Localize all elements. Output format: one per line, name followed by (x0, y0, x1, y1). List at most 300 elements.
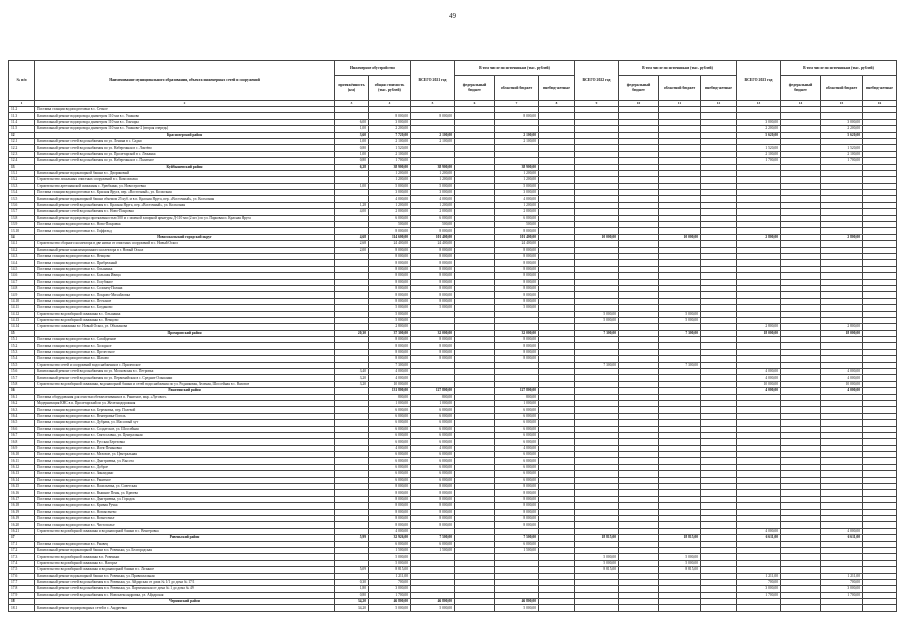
row-name: Поставка станции водоподготовки в с. Большая Ивица (35, 273, 335, 279)
col-group-sources-2022: В том числе по источникам (тыс. рублей) (619, 61, 737, 76)
row-name: Поставка станции водоподготовки в с. Русская Березовка (35, 439, 335, 445)
reg-2021: 6 000,00 (495, 420, 539, 426)
reg-2021: 6 000,00 (495, 407, 539, 413)
total-2022: 18 815,00 (575, 535, 619, 541)
total-2021: 6 000,00 (411, 464, 455, 470)
row-code: 16.17 (9, 496, 35, 502)
row-length: 20,30 (335, 330, 369, 336)
row-name: Капитальный ремонт водопроводных сетей в с. Андреевка (35, 605, 335, 611)
row-name: Капитальный ремонт сетей водоснабжения по ул. Пролетарской в с. Лежанка (35, 151, 335, 157)
row-cost: 2 100,00 (369, 151, 411, 157)
total-2022: 5 000,00 (575, 317, 619, 323)
row-name: Строительство водозаборной скважины и водонапорной башни в с. Лознное (35, 567, 335, 573)
row-name: Капитальный ремонт сетей водоснабжения по ул. Первомайская в с. Средние Ольшанки (35, 375, 335, 381)
reg-2023: 2 800,00 (821, 234, 863, 240)
row-name: Капитальный ремонт сетей водоснабжения по ул. Набережная в с. Палатное (35, 158, 335, 164)
total-2023: 700,00 (737, 579, 781, 585)
fed-2022 (619, 605, 659, 611)
total-2021: 8 000,00 (411, 292, 455, 298)
total-2021: 8 000,00 (411, 503, 455, 509)
total-2021: 6 000,00 (411, 541, 455, 547)
fed-2021 (455, 605, 495, 611)
reg-2021: 6 000,00 (495, 471, 539, 477)
row-cost: 8 000,00 (369, 522, 411, 528)
total-2021: 8 000,00 (411, 337, 455, 343)
row-cost: 5 000,00 (369, 317, 411, 323)
row-code: 14.4 (9, 260, 35, 266)
reg-2023: 2 200,00 (821, 126, 863, 132)
total-2021: 8 000,00 (411, 285, 455, 291)
row-name: Поставка станции водоподготовки в с. Голубиное (35, 279, 335, 285)
total-2021: 6 000,00 (411, 420, 455, 426)
total-2022 (575, 605, 619, 611)
row-cost: 8 000,00 (369, 247, 411, 253)
total-2021: 8 000,00 (411, 522, 455, 528)
total-2023: 10 000,00 (737, 381, 781, 387)
reg-2023: 5 620,00 (821, 132, 863, 138)
reg-2022: 8 815,00 (659, 567, 701, 573)
row-name: Поставка станции водоподготовки в с. Шахово (35, 356, 335, 362)
row-cost: 8 000,00 (369, 253, 411, 259)
row-cost: 24 400,00 (369, 241, 411, 247)
reg-2022: 5 000,00 (659, 554, 701, 560)
row-length: 0,80 (335, 145, 369, 151)
row-name: Капитальный ремонт сетей водоснабжения в с. Новоалександровка, ул. Айдарская (35, 592, 335, 598)
reg-2021: 5 000,00 (495, 183, 539, 189)
reg-2021: 4 000,00 (495, 445, 539, 451)
row-name: Поставка станции водоподготовки в с. Зинаидино (35, 471, 335, 477)
reg-2023: 6 611,00 (821, 535, 863, 541)
page-number: 49 (449, 12, 456, 20)
total-2021: 6 000,00 (411, 413, 455, 419)
total-2023: 18 000,00 (737, 330, 781, 336)
row-code: 15.1 (9, 337, 35, 343)
reg-2021: 2 000,00 (495, 209, 539, 215)
column-number: 5 (411, 101, 455, 107)
row-name: Поставка станции водоподготовки в с. Дмитриевка, ул. Высота (35, 458, 335, 464)
total-2021: 5 000,00 (411, 605, 455, 611)
column-number: 16 (863, 101, 897, 107)
row-cost: 1 500,00 (369, 547, 411, 553)
row-code: 12.1 (9, 138, 35, 144)
row-length: 4,68 (335, 234, 369, 240)
row-code: 16.13 (9, 471, 35, 477)
reg-2021: 6 000,00 (495, 439, 539, 445)
total-2021: 2 100,00 (411, 132, 455, 138)
row-cost: 10 000,00 (369, 381, 411, 387)
total-2021: 8 000,00 (411, 279, 455, 285)
row-cost: 37 300,00 (369, 330, 411, 336)
row-length: 34,20 (335, 605, 369, 611)
row-code: 11.4 (9, 119, 35, 125)
total-2023 (737, 605, 781, 611)
total-2021: 6 000,00 (411, 407, 455, 413)
col-header-fed-2021: федеральный бюджет (455, 76, 495, 101)
row-code: 14.3 (9, 253, 35, 259)
row-cost: 6 000,00 (369, 541, 411, 547)
reg-2021: 8 000,00 (495, 273, 539, 279)
row-name: Поставка станции водоподготовки в с. Венгеровка-Гоголь (35, 413, 335, 419)
column-number: 9 (575, 101, 619, 107)
row-name: Поставка станции водоподготовки в с. Прелестное (35, 349, 335, 355)
reg-2021: 6 000,00 (495, 215, 539, 221)
total-2021: 5 000,00 (411, 183, 455, 189)
row-code: 16.1 (9, 394, 35, 400)
total-2023: 1 700,00 (737, 592, 781, 598)
row-cost: 8 000,00 (369, 292, 411, 298)
total-2022: 8 815,00 (575, 567, 619, 573)
row-cost: 2 100,00 (369, 138, 411, 144)
row-cost: 6 000,00 (369, 464, 411, 470)
row-cost: 500,00 (369, 222, 411, 228)
row-name: Поставка станции водоподготовки в с. Доброе (35, 464, 335, 470)
reg-2021: 127 800,00 (495, 388, 539, 394)
total-2021: 1 000,00 (411, 400, 455, 406)
row-code: 18 (9, 599, 35, 605)
row-code: 13.10 (9, 228, 35, 234)
reg-2021: 8 000,00 (495, 343, 539, 349)
row-cost: 800,00 (369, 394, 411, 400)
reg-2021: 5 000,00 (495, 305, 539, 311)
total-2022: 10 000,00 (575, 234, 619, 240)
total-2023: 3 000,00 (737, 586, 781, 592)
total-2021: 1 200,00 (411, 170, 455, 176)
row-cost: 6 000,00 (369, 407, 411, 413)
row-name: Строительство сетей и сооружений водоснабжения в с. Прилепское (35, 362, 335, 368)
reg-2022: 7 300,00 (659, 330, 701, 336)
row-name: Ровеньский район (35, 535, 335, 541)
row-code: 14.9 (9, 292, 35, 298)
row-name: Строительство сборного коллектора в две нитки от очистных сооружений в с. Новый Оскол (35, 241, 335, 247)
column-number: 10 (619, 101, 659, 107)
total-2021: 8 000,00 (411, 509, 455, 515)
column-number: 7 (495, 101, 539, 107)
row-code: 14.5 (9, 266, 35, 272)
total-2021: 8 000,00 (411, 266, 455, 272)
total-2023: 4 000,00 (737, 388, 781, 394)
row-cost: 6 000,00 (369, 420, 411, 426)
row-length: 2,00 (335, 247, 369, 253)
row-name: Ракитянский район (35, 388, 335, 394)
total-2023: 4 000,00 (737, 528, 781, 534)
total-2023: 1 520,00 (737, 145, 781, 151)
row-length: 6,28 (335, 164, 369, 170)
reg-2021: 6 000,00 (495, 413, 539, 419)
reg-2023: 4 000,00 (821, 528, 863, 534)
reg-2021: 800,00 (495, 394, 539, 400)
row-code: 17.1 (9, 541, 35, 547)
reg-2021: 1 200,00 (495, 170, 539, 176)
total-2021: 4 000,00 (411, 445, 455, 451)
row-cost: 8 000,00 (369, 509, 411, 515)
row-name: Капитальный ремонт водонапорной башни в п. Ровеньки, ул. Белгородская (35, 547, 335, 553)
row-code: 16.16 (9, 490, 35, 496)
row-name: Капитальный ремонт водопровода протяженностью 500 м с заменой запорной арматуры Д-110 мм (2 шт.) по ул. Парковая п. Красная Яруга (35, 215, 335, 221)
row-name: Капитальный ремонт водонапорной башни объемом 25 куб. м в п. Красная Яруга, пер. «Восточный», ул. Колхозная (35, 196, 335, 202)
reg-2021: 6 000,00 (495, 464, 539, 470)
row-name: Капитальный ремонт сетей водоснабжения по ул. Набережная в с. Локтёво (35, 145, 335, 151)
row-name: Поставка станции водоподготовки в с. Святославка, ул. Центральная (35, 432, 335, 438)
col-header-reg-2022: областной бюджет (659, 76, 701, 101)
dash-mark: - (865, 56, 868, 64)
column-number: 4 (369, 101, 411, 107)
row-cost: 6 000,00 (369, 432, 411, 438)
row-code: 13.2 (9, 177, 35, 183)
reg-2021: 8 000,00 (495, 266, 539, 272)
reg-2021: 6 000,00 (495, 541, 539, 547)
row-cost: 4 000,00 (369, 445, 411, 451)
row-name: Поставка станции водоподготовки в с. Кривая Ручка (35, 503, 335, 509)
total-2021: 1 200,00 (411, 177, 455, 183)
row-code: 14.13 (9, 317, 35, 323)
row-cost: 2 000,00 (369, 209, 411, 215)
total-2023: 2 100,00 (737, 151, 781, 157)
row-name: Капитальный ремонт сетей водоснабжения по ул. Московская в с. Петровка (35, 369, 335, 375)
total-2021: 6 000,00 (411, 426, 455, 432)
row-length: 2,68 (335, 241, 369, 247)
col-header-extra-2021: внебюд-жетные (539, 76, 575, 101)
reg-2023: 4 000,00 (821, 369, 863, 375)
row-cost: 114 600,00 (369, 234, 411, 240)
reg-2021: 5 000,00 (495, 605, 539, 611)
reg-2022: 5 000,00 (659, 311, 701, 317)
row-code: 17.4 (9, 560, 35, 566)
col-header-reg-2021: областной бюджет (495, 76, 539, 101)
total-2023: 5 620,00 (737, 132, 781, 138)
row-cost: 8 000,00 (369, 260, 411, 266)
row-cost: 1 000,00 (369, 400, 411, 406)
row-code: 16.9 (9, 445, 35, 451)
row-code: 16.10 (9, 452, 35, 458)
reg-2021: 1 500,00 (495, 547, 539, 553)
row-cost: 3 000,00 (369, 586, 411, 592)
row-name: Прохоровский район (35, 330, 335, 336)
total-2021: 6 000,00 (411, 452, 455, 458)
row-cost: 4 000,00 (369, 369, 411, 375)
row-name: Поставка станции водоподготовки в с. Сагайдачное (35, 337, 335, 343)
row-code: 14.7 (9, 279, 35, 285)
reg-2021: 8 000,00 (495, 484, 539, 490)
column-number: 1 (9, 101, 35, 107)
row-length: 1,28 (335, 202, 369, 208)
row-name: Капитальный ремонт водопровода диаметром 110 мм в с. Ушаково-2 (вторая очередь) (35, 126, 335, 132)
total-2021: 8 000,00 (411, 113, 455, 119)
row-code: 16.21 (9, 528, 35, 534)
row-cost: 8 000,00 (369, 113, 411, 119)
total-2023: 4 000,00 (737, 375, 781, 381)
total-2021: 8 000,00 (411, 496, 455, 502)
reg-2021: 8 000,00 (495, 298, 539, 304)
row-name: Поставка оборудования для очистки обезжелезивания в п. Ракитное, мкр. «Луговое» (35, 394, 335, 400)
reg-2023: 4 000,00 (821, 375, 863, 381)
row-name: Поставка станции водоподготовки в с. Ржавец (35, 541, 335, 547)
row-name: Капитальный ремонт канализационного коллектора в г. Новый Оскол (35, 247, 335, 253)
reg-2023: 18 000,00 (821, 330, 863, 336)
total-2021: 8 000,00 (411, 343, 455, 349)
row-cost: 1 211,00 (369, 573, 411, 579)
reg-2023: 1 520,00 (821, 145, 863, 151)
reg-2021: 8 000,00 (495, 356, 539, 362)
reg-2023: 4 000,00 (821, 388, 863, 394)
budget-table (8, 60, 897, 612)
column-number: 11 (659, 101, 701, 107)
row-code: 17.2 (9, 547, 35, 553)
row-cost: 5 000,00 (369, 311, 411, 317)
total-2021: 8 000,00 (411, 484, 455, 490)
total-2021: 6 000,00 (411, 439, 455, 445)
col-header-reg-2023: областной бюджет (821, 76, 863, 101)
row-cost: 1 200,00 (369, 202, 411, 208)
row-name: Капитальный ремонт сетей водоснабжения в п. Ровеньки, ул. Партизанская от дома № 1 до дома № 49 (35, 586, 335, 592)
row-name: Строительство локальных очистных сооружений в с. Комсомолка (35, 177, 335, 183)
reg-2023: 700,00 (821, 579, 863, 585)
col-group-sources-2023: В том числе по источникам (тыс. рублей) (781, 61, 897, 76)
row-code: 13.8 (9, 215, 35, 221)
row-cost: 2 800,00 (369, 324, 411, 330)
col-group-params: Инженерное обустройство (335, 61, 411, 76)
total-2021: 2 100,00 (411, 138, 455, 144)
row-code: 16.20 (9, 522, 35, 528)
row-cost: 1 700,00 (369, 158, 411, 164)
row-name: Поставка станции водоподготовки в с. Вознесенье (35, 516, 335, 522)
row-length: 3,60 (335, 132, 369, 138)
row-cost: 2 200,00 (369, 126, 411, 132)
row-length: 1,00 (335, 151, 369, 157)
row-cost: 8 000,00 (369, 228, 411, 234)
col-header-total-2023: ВСЕГО 2023 год (737, 61, 781, 101)
row-length: 5,99 (335, 535, 369, 541)
reg-2021: 6 000,00 (495, 452, 539, 458)
row-cost: 5 000,00 (369, 305, 411, 311)
row-length: 34,20 (335, 599, 369, 605)
row-cost: 5 000,00 (369, 605, 411, 611)
row-code: 17.3 (9, 554, 35, 560)
row-code: 17 (9, 535, 35, 541)
row-cost: 8 000,00 (369, 279, 411, 285)
column-number: 6 (455, 101, 495, 107)
row-code: 15.2 (9, 343, 35, 349)
row-cost: 6 000,00 (369, 215, 411, 221)
total-2021: 8 000,00 (411, 298, 455, 304)
extra-2022 (701, 605, 737, 611)
total-2021: 38 900,00 (411, 164, 455, 170)
row-name: Капитальный ремонт сетей водоснабжения в с. Красная Яруга, пер. «Восточный», ул. Колхозная (35, 202, 335, 208)
reg-2021: 1 000,00 (495, 400, 539, 406)
reg-2021: 24 400,00 (495, 241, 539, 247)
row-name: Чернянский район (35, 599, 335, 605)
column-number: 8 (539, 101, 575, 107)
row-code: 12.3 (9, 151, 35, 157)
row-name: Краснозерский район (35, 132, 335, 138)
row-code: 16.19 (9, 509, 35, 515)
total-2021: 800,00 (411, 394, 455, 400)
reg-2023: 1 700,00 (821, 158, 863, 164)
row-cost: 4 000,00 (369, 196, 411, 202)
total-2021: 1 200,00 (411, 202, 455, 208)
reg-2021: 6 000,00 (495, 477, 539, 483)
row-code: 16.18 (9, 503, 35, 509)
row-name: Поставка станции водоподготовки в с. Илек-Пеньковка (35, 445, 335, 451)
reg-2021: 1 200,00 (495, 177, 539, 183)
row-name: Поставка станции водоподготовки в с. Дмитриевка, ул. Городок (35, 496, 335, 502)
row-name: Поставка станции водоподготовки в с. Ольшанка (35, 266, 335, 272)
row-code: 14.1 (9, 241, 35, 247)
reg-2021: 8 000,00 (495, 228, 539, 234)
row-name: Капитальный ремонт водонапорной башни в с. Двориковый (35, 170, 335, 176)
row-code: 16.6 (9, 426, 35, 432)
reg-2023: 1 211,00 (821, 573, 863, 579)
reg-2022: 7 300,00 (659, 362, 701, 368)
row-code: 15.6 (9, 369, 35, 375)
row-name: Поставка станции водоподготовки в с. Солонец-Поляна (35, 285, 335, 291)
total-2021: 6 000,00 (411, 477, 455, 483)
row-cost: 5 000,00 (369, 560, 411, 566)
total-2021: 3 000,00 (411, 190, 455, 196)
row-length: 1,00 (335, 126, 369, 132)
row-cost: 8 000,00 (369, 516, 411, 522)
reg-2023: 3 000,00 (821, 119, 863, 125)
total-2023: 1 211,00 (737, 573, 781, 579)
reg-2023: 10 000,00 (821, 381, 863, 387)
row-length: 3,20 (335, 375, 369, 381)
column-number: 15 (821, 101, 863, 107)
row-name: Поставка станции водоподготовки в с. Холодное (35, 343, 335, 349)
reg-2021: 8 000,00 (495, 253, 539, 259)
total-2021: 8 000,00 (411, 247, 455, 253)
row-code: 13.5 (9, 196, 35, 202)
reg-2021: 6 000,00 (495, 432, 539, 438)
row-name: Поставка станции водоподготовки в с. Сетное (35, 107, 335, 113)
row-code: 11.3 (9, 113, 35, 119)
row-cost: 6 000,00 (369, 471, 411, 477)
reg-2021: 8 000,00 (495, 516, 539, 522)
row-code: 16.8 (9, 439, 35, 445)
row-name: Поставка станции водоподготовки в с. Васильевка, ул. Советская (35, 484, 335, 490)
row-code: 15.3 (9, 349, 35, 355)
reg-2021: 8 000,00 (495, 285, 539, 291)
row-name: Модернизация КНС в п. Пролетарский по ул. Железнодорожная (35, 400, 335, 406)
row-code: 14.12 (9, 311, 35, 317)
row-code: 12.4 (9, 158, 35, 164)
total-2021: 8 000,00 (411, 490, 455, 496)
row-code: 13.7 (9, 209, 35, 215)
reg-2021: 8 000,00 (495, 503, 539, 509)
total-2021: 24 400,00 (411, 241, 455, 247)
row-name: Капитальный ремонт водопровода диаметром 110 мм в с. Гончары (35, 119, 335, 125)
total-2021: 5 000,00 (411, 305, 455, 311)
reg-2021: 4 000,00 (495, 196, 539, 202)
row-cost: 8 000,00 (369, 266, 411, 272)
column-number: 13 (737, 101, 781, 107)
reg-2021: 8 000,00 (495, 496, 539, 502)
row-cost: 38 900,00 (369, 164, 411, 170)
row-cost: 8 000,00 (369, 337, 411, 343)
reg-2023: 2 100,00 (821, 151, 863, 157)
reg-2021: 8 000,00 (495, 349, 539, 355)
row-code: 16.19 (9, 516, 35, 522)
total-2021: 500,00 (411, 222, 455, 228)
row-cost: 6 000,00 (369, 426, 411, 432)
row-cost: 6 000,00 (369, 477, 411, 483)
row-code: 17.7 (9, 579, 35, 585)
col-header-extra-2023: внебюд-жетные (863, 76, 897, 101)
reg-2021: 8 000,00 (495, 113, 539, 119)
row-name: Поставка станции водоподготовки в с. Богданово (35, 305, 335, 311)
row-cost: 8 000,00 (369, 496, 411, 502)
reg-2021: 8 000,00 (495, 292, 539, 298)
row-code: 12.2 (9, 145, 35, 151)
total-2023: 1 700,00 (737, 158, 781, 164)
